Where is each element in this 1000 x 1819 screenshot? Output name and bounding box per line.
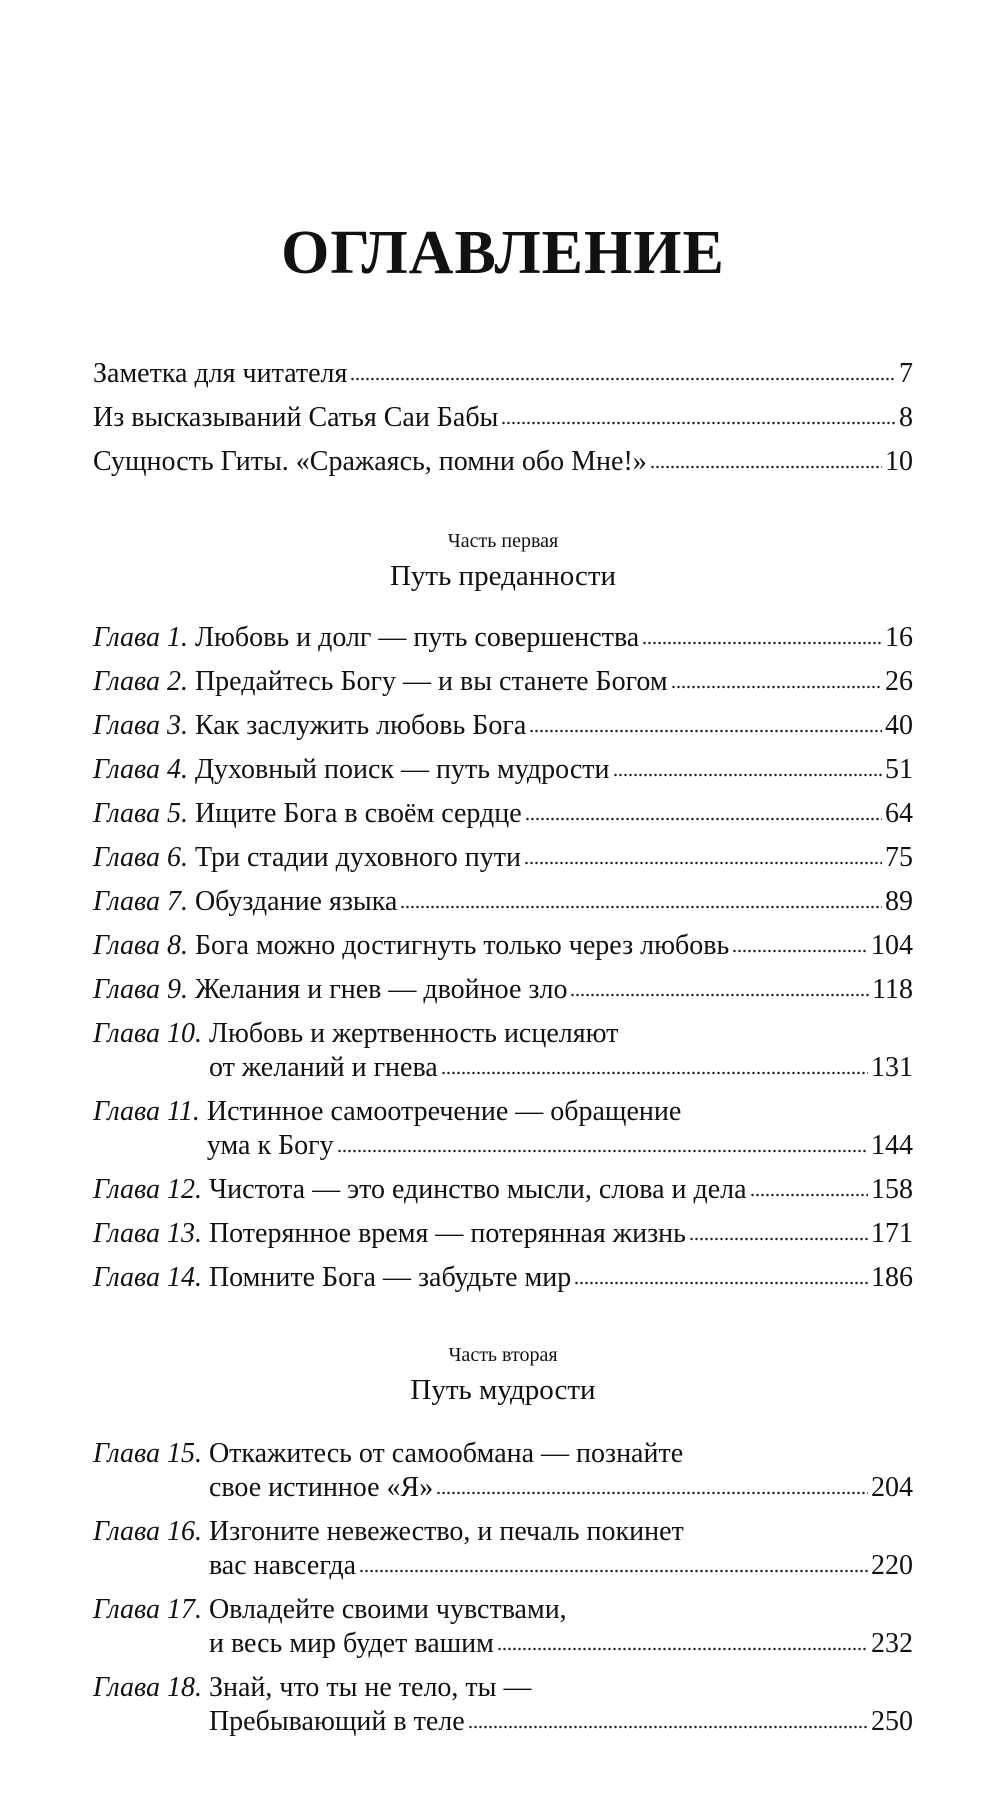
entry-line xyxy=(209,1471,913,1505)
toc-entry[interactable] xyxy=(93,1012,913,1090)
entry-body xyxy=(209,1437,913,1505)
entry-body xyxy=(195,929,913,963)
dot-leader xyxy=(750,1192,868,1198)
entry-line xyxy=(209,1549,913,1583)
entry-line xyxy=(195,797,913,831)
dot-leader xyxy=(732,948,868,954)
dot-leader xyxy=(689,1236,868,1242)
chapter-label: Глава 5. xyxy=(93,798,195,829)
entry-line xyxy=(209,1437,913,1471)
entry-body xyxy=(195,841,913,875)
toc-entry[interactable] xyxy=(93,440,913,484)
part-label: Часть вторая xyxy=(448,1344,558,1366)
chapter-label: Глава 13. xyxy=(93,1218,209,1249)
page-number: 40 xyxy=(885,710,913,741)
toc-entry[interactable] xyxy=(93,1212,913,1256)
page-number: 26 xyxy=(885,666,913,697)
toc-entry[interactable] xyxy=(93,704,913,748)
entry-title: Помните Бога — забудьте мир xyxy=(208,1262,572,1293)
entry-line xyxy=(209,1051,913,1085)
entry-title: Пребывающий в теле xyxy=(208,1706,465,1737)
entry-line xyxy=(195,841,913,875)
entry-title: вас навсегда xyxy=(208,1550,357,1581)
page-number: 7 xyxy=(899,358,913,389)
dot-leader xyxy=(524,860,882,866)
chapter-label: Глава 11. xyxy=(93,1096,207,1127)
chapter-label: Глава 2. xyxy=(93,666,195,697)
page-number: 10 xyxy=(885,446,913,477)
entry-title: Овладейте своими чувствами, xyxy=(208,1594,567,1625)
entry-body xyxy=(209,1261,913,1295)
dot-leader xyxy=(525,816,882,822)
entry-line xyxy=(209,1593,913,1627)
toc-entry[interactable] xyxy=(93,880,913,924)
page-number: 171 xyxy=(871,1218,913,1249)
entry-line xyxy=(209,1217,913,1251)
entry-title: ума к Богу xyxy=(206,1130,334,1161)
entry-title: Откажитесь от самообмана — познайте xyxy=(208,1438,684,1469)
entry-title: Любовь и долг — путь совершенства xyxy=(194,622,640,653)
page-number: 16 xyxy=(885,622,913,653)
part-label: Часть первая xyxy=(447,530,559,552)
entry-body xyxy=(93,357,913,391)
page-number: 89 xyxy=(885,886,913,917)
entry-title: Заметка для читателя xyxy=(93,358,348,389)
dot-leader xyxy=(613,772,882,778)
page-number: 118 xyxy=(872,974,913,1005)
entry-line xyxy=(207,1095,913,1129)
entry-title: Три стадии духовного пути xyxy=(194,842,521,873)
entry-title: Ищите Бога в своём сердце xyxy=(194,798,522,829)
entry-title: Духовный поиск — путь мудрости xyxy=(194,754,610,785)
entry-title: Как заслужить любовь Бога xyxy=(194,710,527,741)
chapter-label: Глава 17. xyxy=(93,1594,209,1625)
page-number: 220 xyxy=(871,1550,913,1581)
entry-line xyxy=(195,621,913,655)
toc-entry[interactable] xyxy=(93,924,913,968)
dot-leader xyxy=(574,1280,868,1286)
page-number: 158 xyxy=(871,1174,913,1205)
page-number: 204 xyxy=(871,1472,913,1503)
entry-title: Изгоните невежество, и печаль покинет xyxy=(208,1516,684,1547)
entry-title: Желания и гнев — двойное зло xyxy=(194,974,568,1005)
entry-title: Чистота — это единство мысли, слова и дела xyxy=(208,1174,747,1205)
entry-line xyxy=(195,929,913,963)
dot-leader xyxy=(350,376,896,382)
entry-title: Любовь и жертвенность исцеляют xyxy=(208,1018,619,1049)
entry-title: свое истинное «Я» xyxy=(208,1472,434,1503)
dot-leader xyxy=(671,684,882,690)
toc-entry[interactable] xyxy=(93,1510,913,1588)
entry-line xyxy=(195,885,913,919)
entry-line xyxy=(195,973,913,1007)
chapter-label: Глава 8. xyxy=(93,930,195,961)
entry-title: Истинное самоотречение — обращение xyxy=(206,1096,682,1127)
entry-body xyxy=(195,665,913,699)
part-section xyxy=(93,526,913,1300)
dot-leader xyxy=(529,728,882,734)
dot-leader xyxy=(441,1070,868,1076)
toc-entry[interactable] xyxy=(93,836,913,880)
toc-entry[interactable] xyxy=(93,660,913,704)
chapter-label: Глава 1. xyxy=(93,622,195,653)
chapter-label: Глава 18. xyxy=(93,1672,209,1703)
entry-title: Предайтесь Богу — и вы станете Богом xyxy=(194,666,668,697)
entry-line xyxy=(195,709,913,743)
dot-leader xyxy=(642,640,882,646)
dot-leader xyxy=(570,992,869,998)
table-of-contents xyxy=(93,218,913,1744)
toc-entry[interactable] xyxy=(93,1090,913,1168)
entry-body xyxy=(209,1017,913,1085)
entry-body xyxy=(195,885,913,919)
toc-entry[interactable] xyxy=(93,396,913,440)
entry-body xyxy=(207,1095,913,1163)
entry-line xyxy=(195,753,913,787)
dot-leader xyxy=(436,1490,868,1496)
entry-line xyxy=(209,1261,913,1295)
entry-title: Обуздание языка xyxy=(194,886,398,917)
dot-leader xyxy=(501,420,896,426)
entry-title: и весь мир будет вашим xyxy=(208,1628,494,1659)
entry-body xyxy=(209,1593,913,1661)
page-number: 64 xyxy=(885,798,913,829)
part-title: Путь мудрости xyxy=(410,1374,596,1406)
dot-leader xyxy=(650,464,882,470)
entry-body xyxy=(195,797,913,831)
entry-title: Бога можно достигнуть только через любовь xyxy=(194,930,730,961)
page-number: 144 xyxy=(871,1130,913,1161)
toc-entry[interactable] xyxy=(93,968,913,1012)
dot-leader xyxy=(400,904,882,910)
page-number: 75 xyxy=(885,842,913,873)
entry-body xyxy=(209,1671,913,1739)
entry-body xyxy=(195,753,913,787)
entry-line xyxy=(209,1671,913,1705)
page-number: 51 xyxy=(885,754,913,785)
chapter-label: Глава 14. xyxy=(93,1262,209,1293)
chapter-label: Глава 16. xyxy=(93,1516,209,1547)
dot-leader xyxy=(468,1724,868,1730)
page-number: 250 xyxy=(871,1706,913,1737)
toc-entry[interactable] xyxy=(93,1588,913,1666)
entry-body xyxy=(195,621,913,655)
chapter-label: Глава 12. xyxy=(93,1174,209,1205)
page-number: 131 xyxy=(871,1052,913,1083)
toc-entry[interactable] xyxy=(93,1432,913,1510)
chapter-label: Глава 7. xyxy=(93,886,195,917)
toc-entry[interactable] xyxy=(93,1256,913,1300)
entry-body xyxy=(93,445,913,479)
entry-title: Сущность Гиты. «Сражаясь, помни обо Мне!» xyxy=(93,446,647,477)
page-number: 104 xyxy=(871,930,913,961)
entry-title: Потерянное время — потерянная жизнь xyxy=(208,1218,686,1249)
entry-body xyxy=(209,1173,913,1207)
parts-list xyxy=(93,526,913,1744)
entry-line xyxy=(209,1173,913,1207)
page-number: 186 xyxy=(871,1262,913,1293)
entry-body xyxy=(209,1515,913,1583)
entry-line xyxy=(93,357,913,391)
dot-leader xyxy=(337,1148,868,1154)
entry-title: Знай, что ты не тело, ты — xyxy=(208,1672,532,1703)
entry-body xyxy=(209,1217,913,1251)
chapter-label: Глава 6. xyxy=(93,842,195,873)
dot-leader xyxy=(359,1568,868,1574)
toc-entry[interactable] xyxy=(93,792,913,836)
toc-entry[interactable] xyxy=(93,352,913,396)
entry-title: Из высказываний Сатья Саи Бабы xyxy=(93,402,499,433)
page-title: ОГЛАВЛЕНИЕ xyxy=(281,219,725,287)
toc-entry[interactable] xyxy=(93,616,913,660)
toc-entry[interactable] xyxy=(93,1666,913,1744)
entry-title: от желаний и гнева xyxy=(208,1052,438,1083)
chapter-label: Глава 4. xyxy=(93,754,195,785)
chapter-label: Глава 9. xyxy=(93,974,195,1005)
page-number: 232 xyxy=(871,1628,913,1659)
part-section xyxy=(93,1340,913,1744)
chapter-label: Глава 15. xyxy=(93,1438,209,1469)
toc-entry[interactable] xyxy=(93,1168,913,1212)
page-number: 8 xyxy=(899,402,913,433)
entry-body xyxy=(195,973,913,1007)
entry-body xyxy=(195,709,913,743)
toc-entry[interactable] xyxy=(93,748,913,792)
entry-line xyxy=(209,1627,913,1661)
entry-line xyxy=(207,1129,913,1163)
entry-line xyxy=(93,445,913,479)
entry-line xyxy=(195,665,913,699)
entry-line xyxy=(209,1705,913,1739)
chapter-label: Глава 3. xyxy=(93,710,195,741)
entry-line xyxy=(93,401,913,435)
entry-line xyxy=(209,1017,913,1051)
entry-body xyxy=(93,401,913,435)
chapter-label: Глава 10. xyxy=(93,1018,209,1049)
entry-line xyxy=(209,1515,913,1549)
part-title: Путь преданности xyxy=(389,560,617,592)
dot-leader xyxy=(497,1646,868,1652)
front-matter-list xyxy=(93,352,913,484)
